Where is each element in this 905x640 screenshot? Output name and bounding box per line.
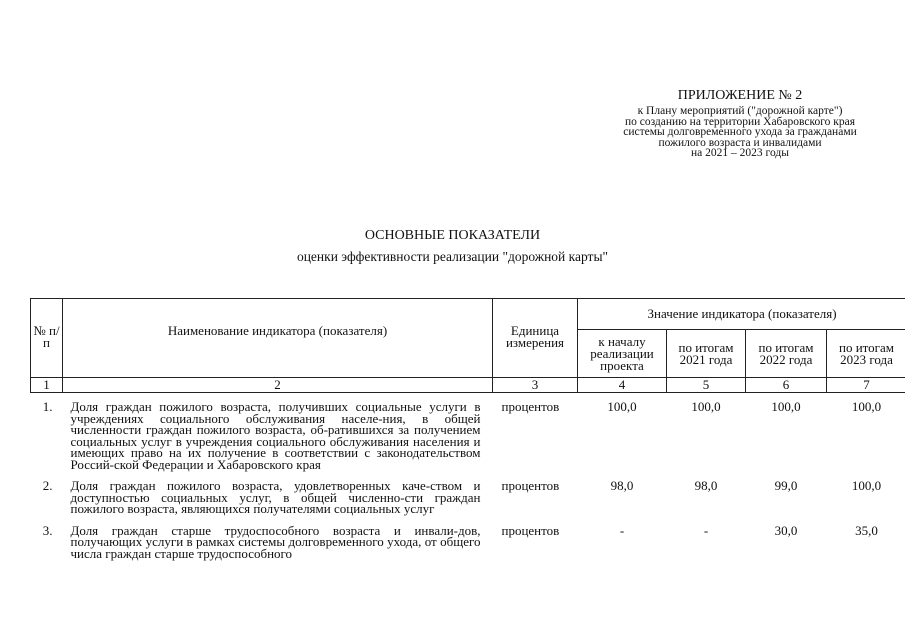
- document-subtitle: оценки эффективности реализации "дорожной карты": [296, 249, 609, 264]
- table-row: [31, 517, 905, 562]
- column-number: 2: [63, 378, 493, 393]
- appendix-line: к Плану мероприятий ("дорожной карте"): [637, 105, 843, 117]
- value-2021: 98,0: [694, 478, 718, 493]
- column-number-row: [31, 378, 905, 393]
- indicators-table: [30, 298, 905, 561]
- indicator-name: Доля граждан пожилого возраста, удовлетворенных каче-ством и доступностью социальных услуг, в общей численно-сти граждан пожилого возраста, являющихся получателями социальных услуг: [70, 478, 481, 516]
- indicator-name: Доля граждан пожилого возраста, получивших социальные услуги в учреждениях социального обслуживания населе-ния, в общей численности граждан пожилого возраста, об-ратившихся за получением социальных услуг в учреждения социального обслуживания населения и имеющих право на их получение в соответствии с законодательством Россий-ской Федерации и Хабаровского края: [70, 399, 481, 472]
- value-2021: 100,0: [691, 399, 721, 414]
- appendix-line: по созданию на территории Хабаровского края: [624, 115, 856, 128]
- row-number: 1.: [42, 399, 53, 414]
- appendix-block: [600, 88, 880, 159]
- indicator-unit: процентов: [501, 522, 560, 538]
- appendix-line: пожилого возраста и инвалидами: [658, 136, 822, 149]
- column-number: 3: [493, 378, 578, 393]
- value-2023: 35,0: [855, 522, 878, 538]
- appendix-line: на 2021 – 2023 годы: [691, 147, 789, 159]
- document-title: ОСНОВНЫЕ ПОКАЗАТЕЛИ: [364, 228, 541, 243]
- value-start: 98,0: [610, 478, 634, 493]
- value-2022: 99,0: [774, 478, 798, 493]
- header-unit: Единица измерения: [493, 299, 578, 378]
- appendix-title: ПРИЛОЖЕНИЕ № 2: [677, 88, 803, 103]
- indicator-unit: процентов: [501, 399, 560, 414]
- header-name: Наименование индикатора (показателя): [63, 299, 493, 378]
- indicator-unit: процентов: [501, 478, 560, 493]
- value-start: 100,0: [607, 399, 637, 414]
- appendix-line: системы долговременного ухода за гражданами: [623, 126, 857, 138]
- header-2022: по итогам 2022 года: [746, 330, 827, 378]
- value-2022: 100,0: [771, 399, 801, 414]
- table-row: [31, 393, 905, 473]
- row-number: 3.: [42, 522, 53, 538]
- header-num: № п/п: [31, 299, 63, 378]
- column-number: 4: [578, 378, 667, 393]
- appendix-subtitle: [600, 106, 880, 159]
- indicator-name: Доля граждан старше трудоспособного возраста и инвали-дов, получающих услуги в рамках системы долговременного ухода, от общего числа граждан старше трудоспособного: [70, 522, 481, 561]
- value-2023: 100,0: [851, 399, 882, 414]
- column-number: 5: [667, 378, 746, 393]
- header-2023: по итогам 2023 года: [827, 330, 905, 378]
- column-number: 7: [827, 378, 905, 393]
- header-start: к началу реализации проекта: [578, 330, 667, 378]
- table-row: [31, 472, 905, 517]
- value-2022: 30,0: [774, 522, 798, 538]
- header-2021: по итогам 2021 года: [667, 330, 746, 378]
- row-number: 2.: [42, 478, 53, 493]
- header-values-group: Значение индикатора (показателя): [578, 299, 905, 330]
- value-start: -: [619, 522, 625, 538]
- value-2023: 100,0: [851, 478, 882, 493]
- value-2021: -: [703, 522, 709, 538]
- column-number: 1: [31, 378, 63, 393]
- column-number: 6: [746, 378, 827, 393]
